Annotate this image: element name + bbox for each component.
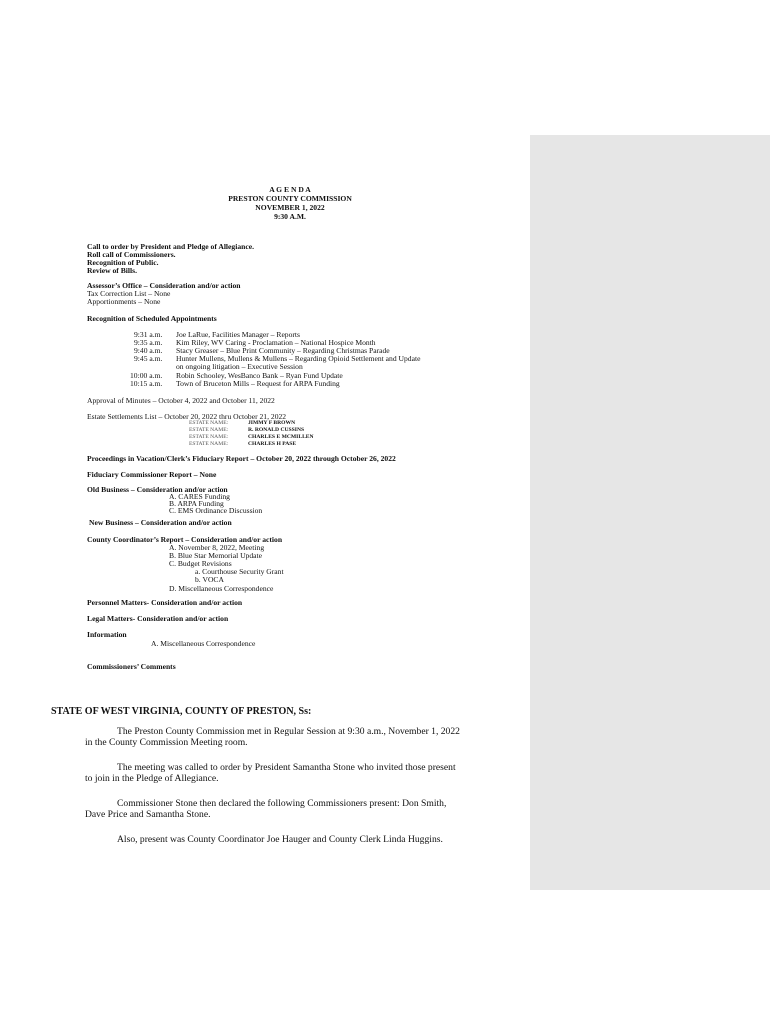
approval-text: Approval of Minutes – October 4, 2022 and October 11, 2022 <box>87 396 275 405</box>
agenda-date: NOVEMBER 1, 2022 <box>255 203 325 212</box>
appointment-time: 10:15 a.m. <box>130 379 163 388</box>
coordinator-item: D. Miscellaneous Correspondence <box>169 584 274 593</box>
personnel-line: Personnel Matters- Consideration and/or action <box>87 598 243 607</box>
estate-name: CHARLES H PASE <box>248 441 297 447</box>
old-business-item: B. ARPA Funding <box>169 499 224 508</box>
appointment-time: 9:31 a.m. <box>134 330 163 339</box>
legal-line: Legal Matters- Consideration and/or action <box>87 614 229 623</box>
appointment-text: Town of Bruceton Mills – Request for ARPA Funding <box>176 379 340 388</box>
old-business-heading: Old Business – Consideration and/or action <box>87 485 228 494</box>
appointment-text: Joe LaRue, Facilities Manager – Reports <box>176 330 300 339</box>
agenda-page <box>0 0 530 690</box>
coordinator-subitem: a. Courthouse Security Grant <box>195 567 284 576</box>
fiduciary-line: Fiduciary Commissioner Report – None <box>87 470 217 479</box>
estate-label: ESTATE NAME: <box>189 420 229 426</box>
minutes-paragraph: The Preston County Commission met in Regular Session at 9:30 a.m., November 1, 2022 <box>117 726 460 737</box>
appointment-time: 10:00 a.m. <box>130 371 163 380</box>
estate-name: CHARLES E MCMILLEN <box>248 434 314 440</box>
estate-heading: Estate Settlements List – October 20, 2022 thru October 21, 2022 <box>87 412 287 421</box>
opening-item: Recognition of Public. <box>87 258 159 267</box>
estate-name: JIMMY F BROWN <box>248 420 296 426</box>
old-business-item: C. EMS Ordinance Discussion <box>169 506 263 515</box>
comment-pane <box>530 135 770 890</box>
minutes-paragraph: Commissioner Stone then declared the following Commissioners present: Don Smith, <box>117 798 447 809</box>
agenda-time: 9:30 A.M. <box>274 212 306 221</box>
opening-item: Call to order by President and Pledge of Allegiance. <box>87 242 254 251</box>
appointment-text: Hunter Mullens, Mullens & Mullens – Regarding Opioid Settlement and Update <box>176 354 421 363</box>
coordinator-item: A. November 8, 2022, Meeting <box>169 543 265 552</box>
estate-label: ESTATE NAME: <box>189 427 229 433</box>
coordinator-item: C. Budget Revisions <box>169 559 232 568</box>
estate-label: ESTATE NAME: <box>189 441 229 447</box>
agenda-body: PRESTON COUNTY COMMISSION <box>228 194 352 203</box>
appointment-text: Stacy Greaser – Blue Print Community – Regarding Christmas Parade <box>176 346 390 355</box>
coordinator-subitem: b. VOCA <box>195 575 224 584</box>
appointments-heading: Recognition of Scheduled Appointments <box>87 314 217 323</box>
minutes-paragraph: Also, present was County Coordinator Joe Hauger and County Clerk Linda Huggins. <box>117 834 443 845</box>
coordinator-item: B. Blue Star Memorial Update <box>169 551 263 560</box>
information-item: A. Miscellaneous Correspondence <box>151 639 256 648</box>
appointment-time: 9:45 a.m. <box>134 354 163 363</box>
appointment-time: 9:40 a.m. <box>134 346 163 355</box>
estate-name: R. RONALD CUSSINS <box>248 427 305 433</box>
appointment-text: Kim Riley, WV Caring - Proclamation – National Hospice Month <box>176 338 376 347</box>
minutes-paragraph: Dave Price and Samantha Stone. <box>85 809 211 820</box>
proceedings-line: Proceedings in Vacation/Clerk’s Fiduciary Report – October 20, 2022 through October 26, 2022 <box>87 454 396 463</box>
opening-item: Review of Bills. <box>87 266 137 275</box>
old-business-item: A. CARES Funding <box>169 492 230 501</box>
new-business-line: New Business – Consideration and/or action <box>89 518 232 527</box>
appointment-time: 9:35 a.m. <box>134 338 163 347</box>
minutes-heading: STATE OF WEST VIRGINIA, COUNTY OF PRESTON, Ss: <box>51 706 312 717</box>
agenda-title: A G E N D A <box>269 185 311 194</box>
approval-of-minutes <box>87 396 275 405</box>
assessor-line: Apportionments – None <box>87 297 161 306</box>
opening-item: Roll call of Commissioners. <box>87 250 176 259</box>
assessor-line: Tax Correction List – None <box>87 289 171 298</box>
minutes-paragraph: to join in the Pledge of Allegiance. <box>85 773 219 784</box>
appointment-text: on ongoing litigation – Executive Session <box>176 362 303 371</box>
appointment-text: Robin Schooley, WesBanco Bank – Ryan Fund Update <box>176 371 343 380</box>
coordinator-heading: County Coordinator’s Report – Consideration and/or action <box>87 535 283 544</box>
comments-line: Commissioners’ Comments <box>87 662 176 671</box>
minutes-paragraph: in the County Commission Meeting room. <box>85 737 248 748</box>
minutes-paragraph: The meeting was called to order by President Samantha Stone who invited those present <box>117 762 456 773</box>
information-heading: Information <box>87 630 127 639</box>
assessor-heading: Assessor’s Office – Consideration and/or action <box>87 281 241 290</box>
estate-label: ESTATE NAME: <box>189 434 229 440</box>
